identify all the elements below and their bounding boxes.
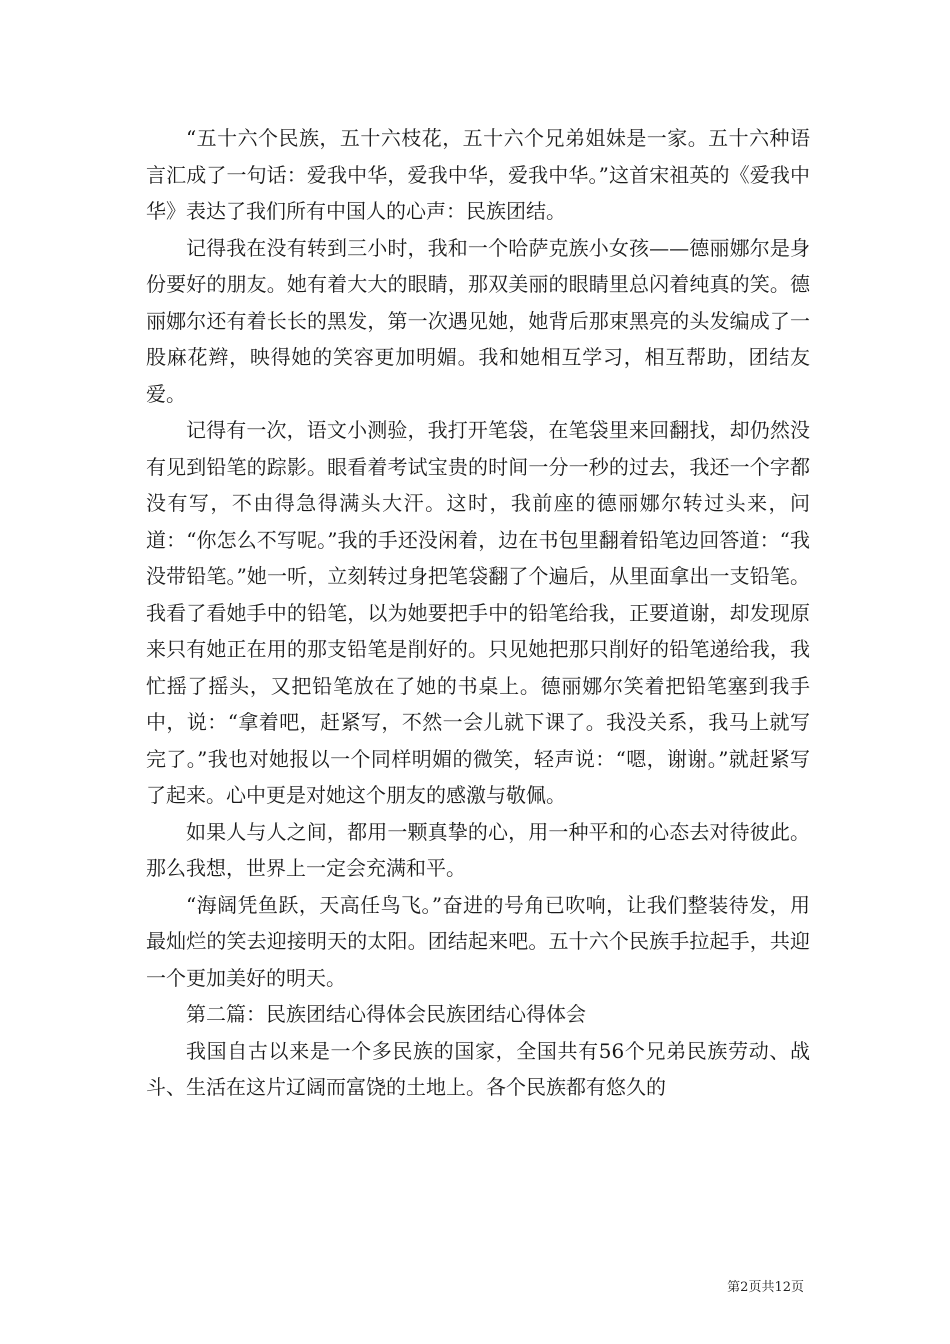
page-number-footer: 第2页共12页 bbox=[727, 1280, 804, 1295]
paragraph-conclusion: “海阔凭鱼跃，天高任鸟飞。”奋进的号角已吹响，让我们整装待发，用最灿烂的笑去迎接明天的太阳。团结起来吧。五十六个民族手拉起手，共迎一个更加美好的明天。 bbox=[146, 892, 810, 990]
paragraph-friend-description: 记得我在没有转到三小时，我和一个哈萨克族小女孩——德丽娜尔是身份要好的朋友。她有着大大的眼睛，那双美丽的眼睛里总闪着纯真的笑。德丽娜尔还有着长长的黑发，第一次遇见她，她背后那束黑亮的头发编成了一股麻花辫，映得她的笑容更加明媚。我和她相互学习，相互帮助，团结友爱。 bbox=[146, 235, 810, 406]
paragraph-part-two-intro: 我国自古以来是一个多民族的国家，全国共有56个兄弟民族劳动、战斗、生活在这片辽阔而富饶的土地上。各个民族都有悠久的 bbox=[146, 1038, 810, 1099]
paragraph-reflection: 如果人与人之间，都用一颗真挚的心，用一种平和的心态去对待彼此。那么我想，世界上一定会充满和平。 bbox=[146, 819, 810, 880]
section-heading-part-two: 第二篇：民族团结心得体会民族团结心得体会 bbox=[186, 1002, 586, 1026]
paragraph-pencil-story: 记得有一次，语文小测验，我打开笔袋，在笔袋里来回翻找，却仍然没有见到铅笔的踪影。眼看着考试宝贵的时间一分一秒的过去，我还一个字都没有写，不由得急得满头大汗。这时，我前座的德丽娜尔转过头来，问道：“你怎么不写呢。”我的手还没闲着，边在书包里翻着铅笔边回答道：“我没带铅笔。”她一听，立刻转过身把笔袋翻了个遍后，从里面拿出一支铅笔。我看了看她手中的铅笔，以为她要把手中的铅笔给我，正要道谢，却发现原来只有她正在用的那支铅笔是削好的。只见她把那只削好的铅笔递给我，我忙摇了摇头，又把铅笔放在了她的书桌上。德丽娜尔笑着把铅笔塞到我手中，说：“拿着吧，赶紧写，不然一会儿就下课了。我没关系，我马上就写完了。”我也对她报以一个同样明媚的微笑，轻声说：“嗯，谢谢。”就赶紧写了起来。心中更是对她这个朋友的感激与敬佩。 bbox=[146, 418, 810, 807]
paragraph-song-intro: “五十六个民族，五十六枝花，五十六个兄弟姐妹是一家。五十六种语言汇成了一句话：爱我中华，爱我中华，爱我中华。”这首宋祖英的《爱我中华》表达了我们所有中国人的心声：民族团结。 bbox=[146, 126, 810, 223]
document-body bbox=[146, 120, 810, 1106]
